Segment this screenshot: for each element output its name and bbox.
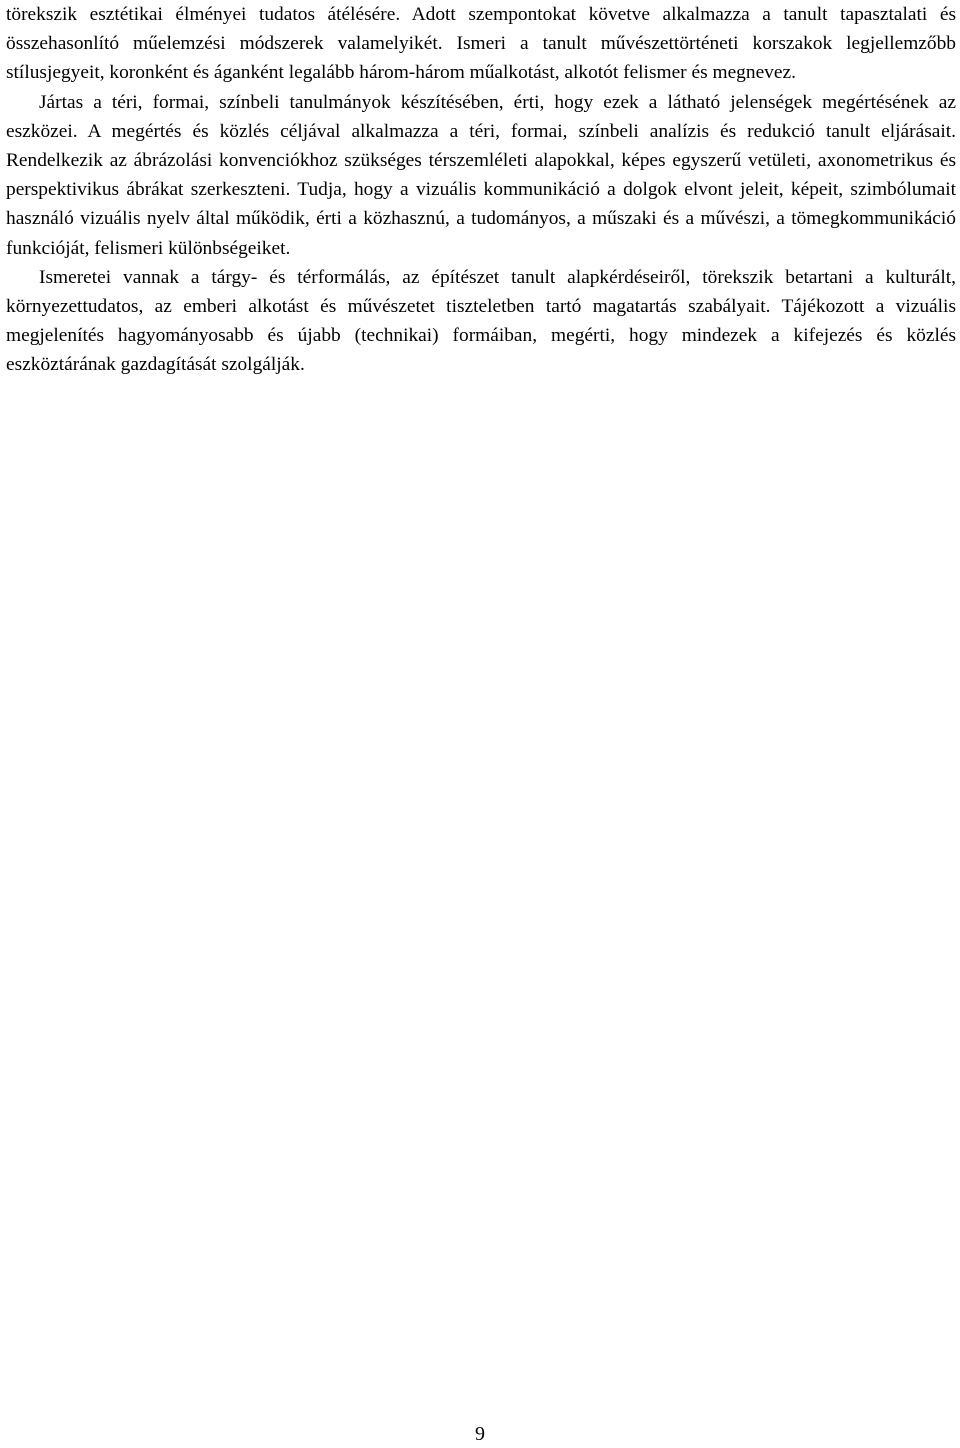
paragraph-1: törekszik esztétikai élményei tudatos átélésére. Adott szempontokat követve alkalmazza a tanult tapasztalati és összehasonlító műelemzési módszerek valamelyikét. Ismeri a tanult művészettörténeti korszakok legjellemzőbb stílusjegyeit, koronként és áganként legalább három-három műalkotást, alkotót felismer és megnevez.	[6, 4, 956, 84]
paragraph-3: Ismeretei vannak a tárgy- és térformálás, az építészet tanult alapkérdéseiről, törekszik betartani a kulturált, környezettudatos, az emberi alkotást és művészetet tiszteletben tartó magatartás szabályait. Tájékozott a vizuális megjelenítés hagyományosabb és újabb (technikai) formáiban, megérti, hogy mindezek a kifejezés és közlés eszköztárának gazdagítását szolgálják.	[6, 266, 956, 376]
page-body	[6, 0, 956, 380]
page-number: 9	[475, 1423, 485, 1445]
paragraph-2: Jártas a téri, formai, színbeli tanulmányok készítésében, érti, hogy ezek a látható jelenségek megértésének az eszközei. A megértés és közlés céljával alkalmazza a téri, formai, színbeli analízis és redukció tanult eljárásait. Rendelkezik az ábrázolási konvenciókhoz szükséges térszemléleti alapokkal, képes egyszerű vetületi, axonometrikus és perspektivikus ábrákat szerkeszteni. Tudja, hogy a vizuális kommunikáció a dolgok elvont jeleit, képeit, szimbólumait használó vizuális nyelv által működik, érti a közhasznú, a tudományos, a műszaki és a művészi, a tömegkommunikáció funkcióját, felismeri különbségeiket.	[6, 91, 956, 259]
